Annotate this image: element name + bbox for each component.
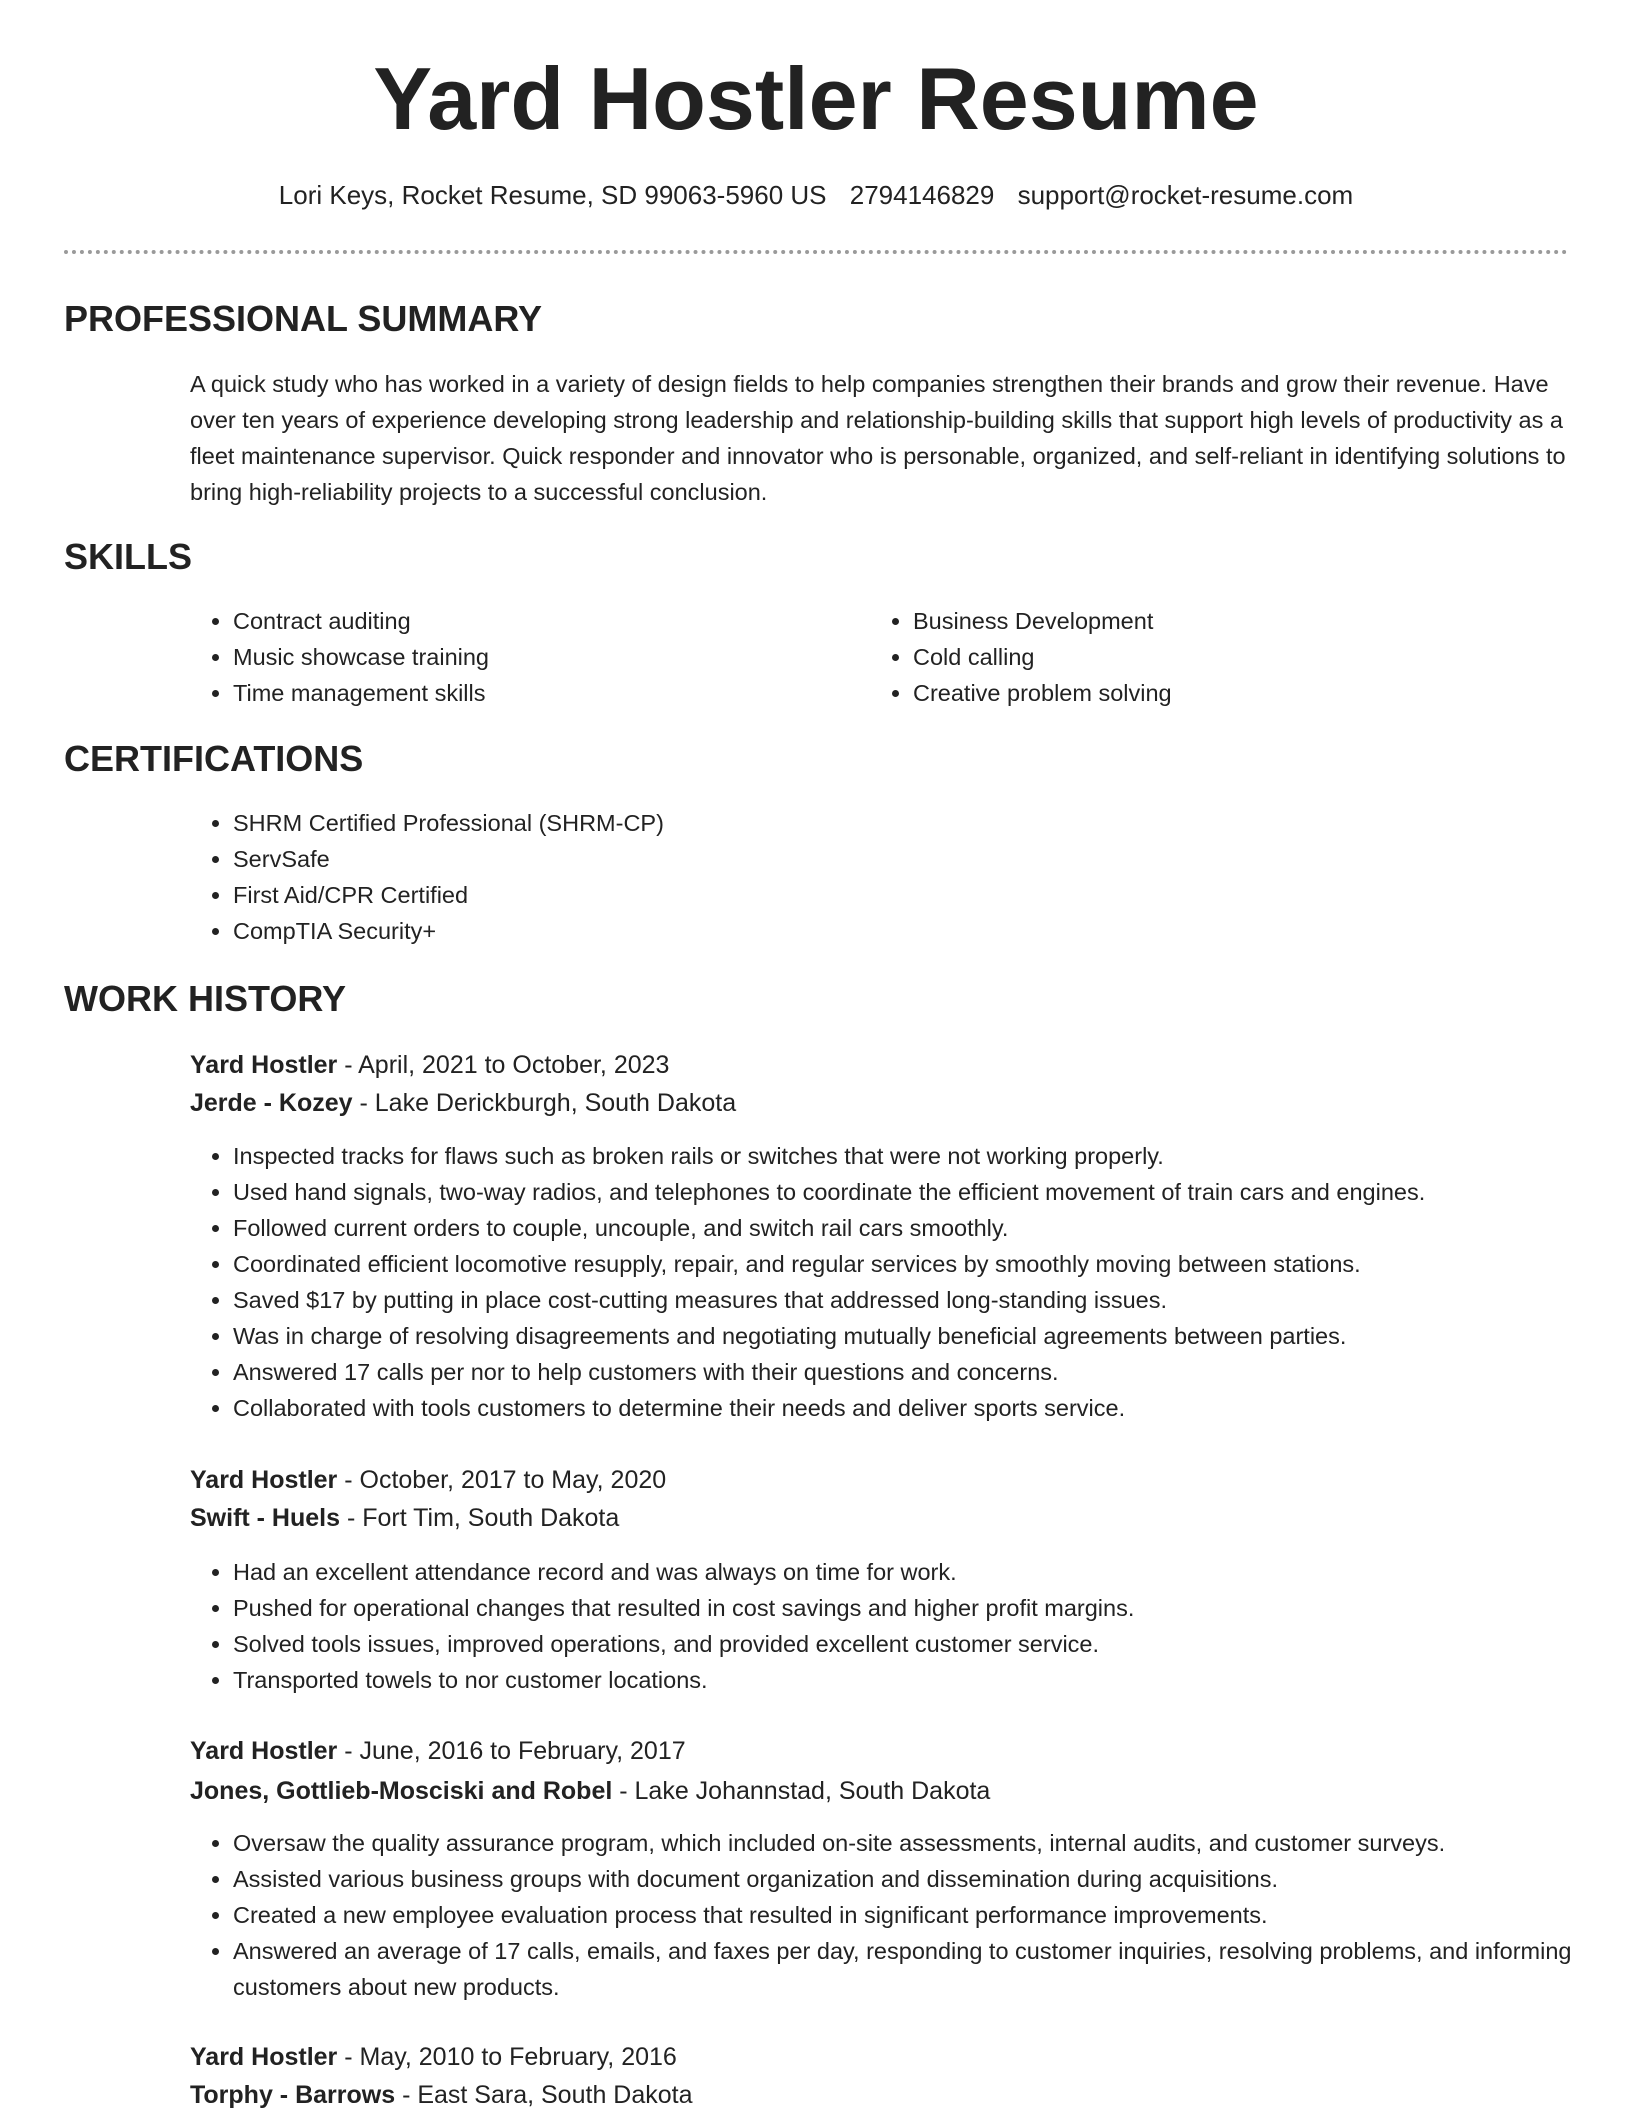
- job-bullet: • Transported towels to nor customer locations.: [233, 1662, 1613, 1698]
- job-dates: - May, 2010 to February, 2016: [337, 2043, 677, 2071]
- job-bullets: [190, 1138, 1613, 1426]
- job-role: Yard Hostler: [190, 1737, 338, 1765]
- job-bullet: • Answered an average of 17 calls, emails, and faxes per day, responding to customer inquiries, resolving problems, and informing customers about new products.: [233, 1933, 1583, 2005]
- job-bullet: • Created a new employee evaluation process that resulted in significant performance improvements.: [233, 1897, 1583, 1933]
- job-dates: - June, 2016 to February, 2017: [337, 1737, 686, 1765]
- contact-address: Lori Keys, Rocket Resume, SD 99063-5960 US: [278, 180, 827, 210]
- skill-item: • Business Development: [913, 603, 1513, 639]
- certification-item: • SHRM Certified Professional (SHRM-CP): [233, 805, 1533, 841]
- job-bullet: • Solved tools issues, improved operations, and provided excellent customer service.: [233, 1626, 1613, 1662]
- summary-text: A quick study who has worked in a variety of design fields to help companies strengthen their brands and grow their revenue. Have over ten years of experience developing strong leadership and relationship-building skills that support high levels of productivity as a fleet maintenance supervisor. Quick responder and innovator who is personable, organized, and self-reliant in identifying solutions to bring high-reliability projects to a successful conclusion.: [190, 371, 1566, 505]
- job-company: Jerde - Kozey: [190, 1089, 353, 1117]
- job-bullet: • Oversaw the quality assurance program, which included on-site assessments, internal audits, and customer surveys.: [233, 1825, 1583, 1861]
- skill-item: • Contract auditing: [233, 603, 833, 639]
- job-title-line: [190, 1461, 666, 1499]
- job-bullets: [190, 1554, 1613, 1698]
- job-company: Jones, Gottlieb-Mosciski and Robel: [190, 1777, 613, 1805]
- job-title-line: [190, 2038, 677, 2076]
- job-company: Swift - Huels: [190, 1504, 341, 1532]
- summary-heading: PROFESSIONAL SUMMARY: [64, 298, 543, 339]
- job-role: Yard Hostler: [190, 2043, 338, 2071]
- contact-phone: 2794146829: [849, 180, 995, 210]
- job-dates: - October, 2017 to May, 2020: [337, 1466, 667, 1494]
- job-role: Yard Hostler: [190, 1466, 338, 1494]
- job-bullet: • Collaborated with tools customers to determine their needs and deliver sports service.: [233, 1390, 1613, 1426]
- job-company-line: [190, 1772, 990, 1810]
- skills-list-right: [870, 603, 1513, 711]
- certification-item: • First Aid/CPR Certified: [233, 877, 1533, 913]
- job-bullet: • Pushed for operational changes that resulted in cost savings and higher profit margins.: [233, 1590, 1613, 1626]
- job-location: - East Sara, South Dakota: [395, 2081, 693, 2109]
- job-location: - Lake Johannstad, South Dakota: [612, 1777, 991, 1805]
- job-location: - Fort Tim, South Dakota: [340, 1504, 620, 1532]
- contact-email: support@rocket-resume.com: [1017, 180, 1354, 210]
- header-divider: [64, 250, 1568, 254]
- job-title-line: [190, 1732, 686, 1770]
- job-location: - Lake Derickburgh, South Dakota: [352, 1089, 737, 1117]
- job-bullet: • Followed current orders to couple, uncouple, and switch rail cars smoothly.: [233, 1210, 1613, 1246]
- job-bullet: • Used hand signals, two-way radios, and telephones to coordinate the efficient movement of train cars and engines.: [233, 1174, 1613, 1210]
- work-history-heading: WORK HISTORY: [64, 978, 347, 1019]
- job-bullet: • Saved $17 by putting in place cost-cutting measures that addressed long-standing issues.: [233, 1282, 1613, 1318]
- job-bullet: • Was in charge of resolving disagreements and negotiating mutually beneficial agreements between parties.: [233, 1318, 1613, 1354]
- job-bullet: • Assisted various business groups with document organization and dissemination during acquisitions.: [233, 1861, 1583, 1897]
- certification-item: • ServSafe: [233, 841, 1533, 877]
- job-dates: - April, 2021 to October, 2023: [337, 1051, 670, 1079]
- job-role: Yard Hostler: [190, 1051, 338, 1079]
- job-bullet: • Had an excellent attendance record and was always on time for work.: [233, 1554, 1613, 1590]
- job-bullets: [190, 1825, 1583, 2005]
- skill-item: • Creative problem solving: [913, 675, 1513, 711]
- skills-heading: SKILLS: [64, 536, 193, 577]
- job-company-line: [190, 1084, 736, 1122]
- job-company-line: [190, 2076, 693, 2114]
- job-company: Torphy - Barrows: [190, 2081, 396, 2109]
- job-bullet: • Answered 17 calls per nor to help customers with their questions and concerns.: [233, 1354, 1613, 1390]
- skill-item: • Music showcase training: [233, 639, 833, 675]
- job-bullet: • Coordinated efficient locomotive resupply, repair, and regular services by smoothly moving between stations.: [233, 1246, 1613, 1282]
- contact-line: [0, 180, 1632, 211]
- job-title-line: [190, 1046, 669, 1084]
- skills-list-left: [190, 603, 833, 711]
- resume-title: Yard Hostler Resume: [373, 49, 1259, 148]
- job-company-line: [190, 1499, 619, 1537]
- certification-item: • CompTIA Security+: [233, 913, 1533, 949]
- job-bullet: • Inspected tracks for flaws such as broken rails or switches that were not working properly.: [233, 1138, 1613, 1174]
- skill-item: • Time management skills: [233, 675, 833, 711]
- skill-item: • Cold calling: [913, 639, 1513, 675]
- certifications-heading: CERTIFICATIONS: [64, 738, 364, 779]
- certifications-list: [190, 805, 1533, 949]
